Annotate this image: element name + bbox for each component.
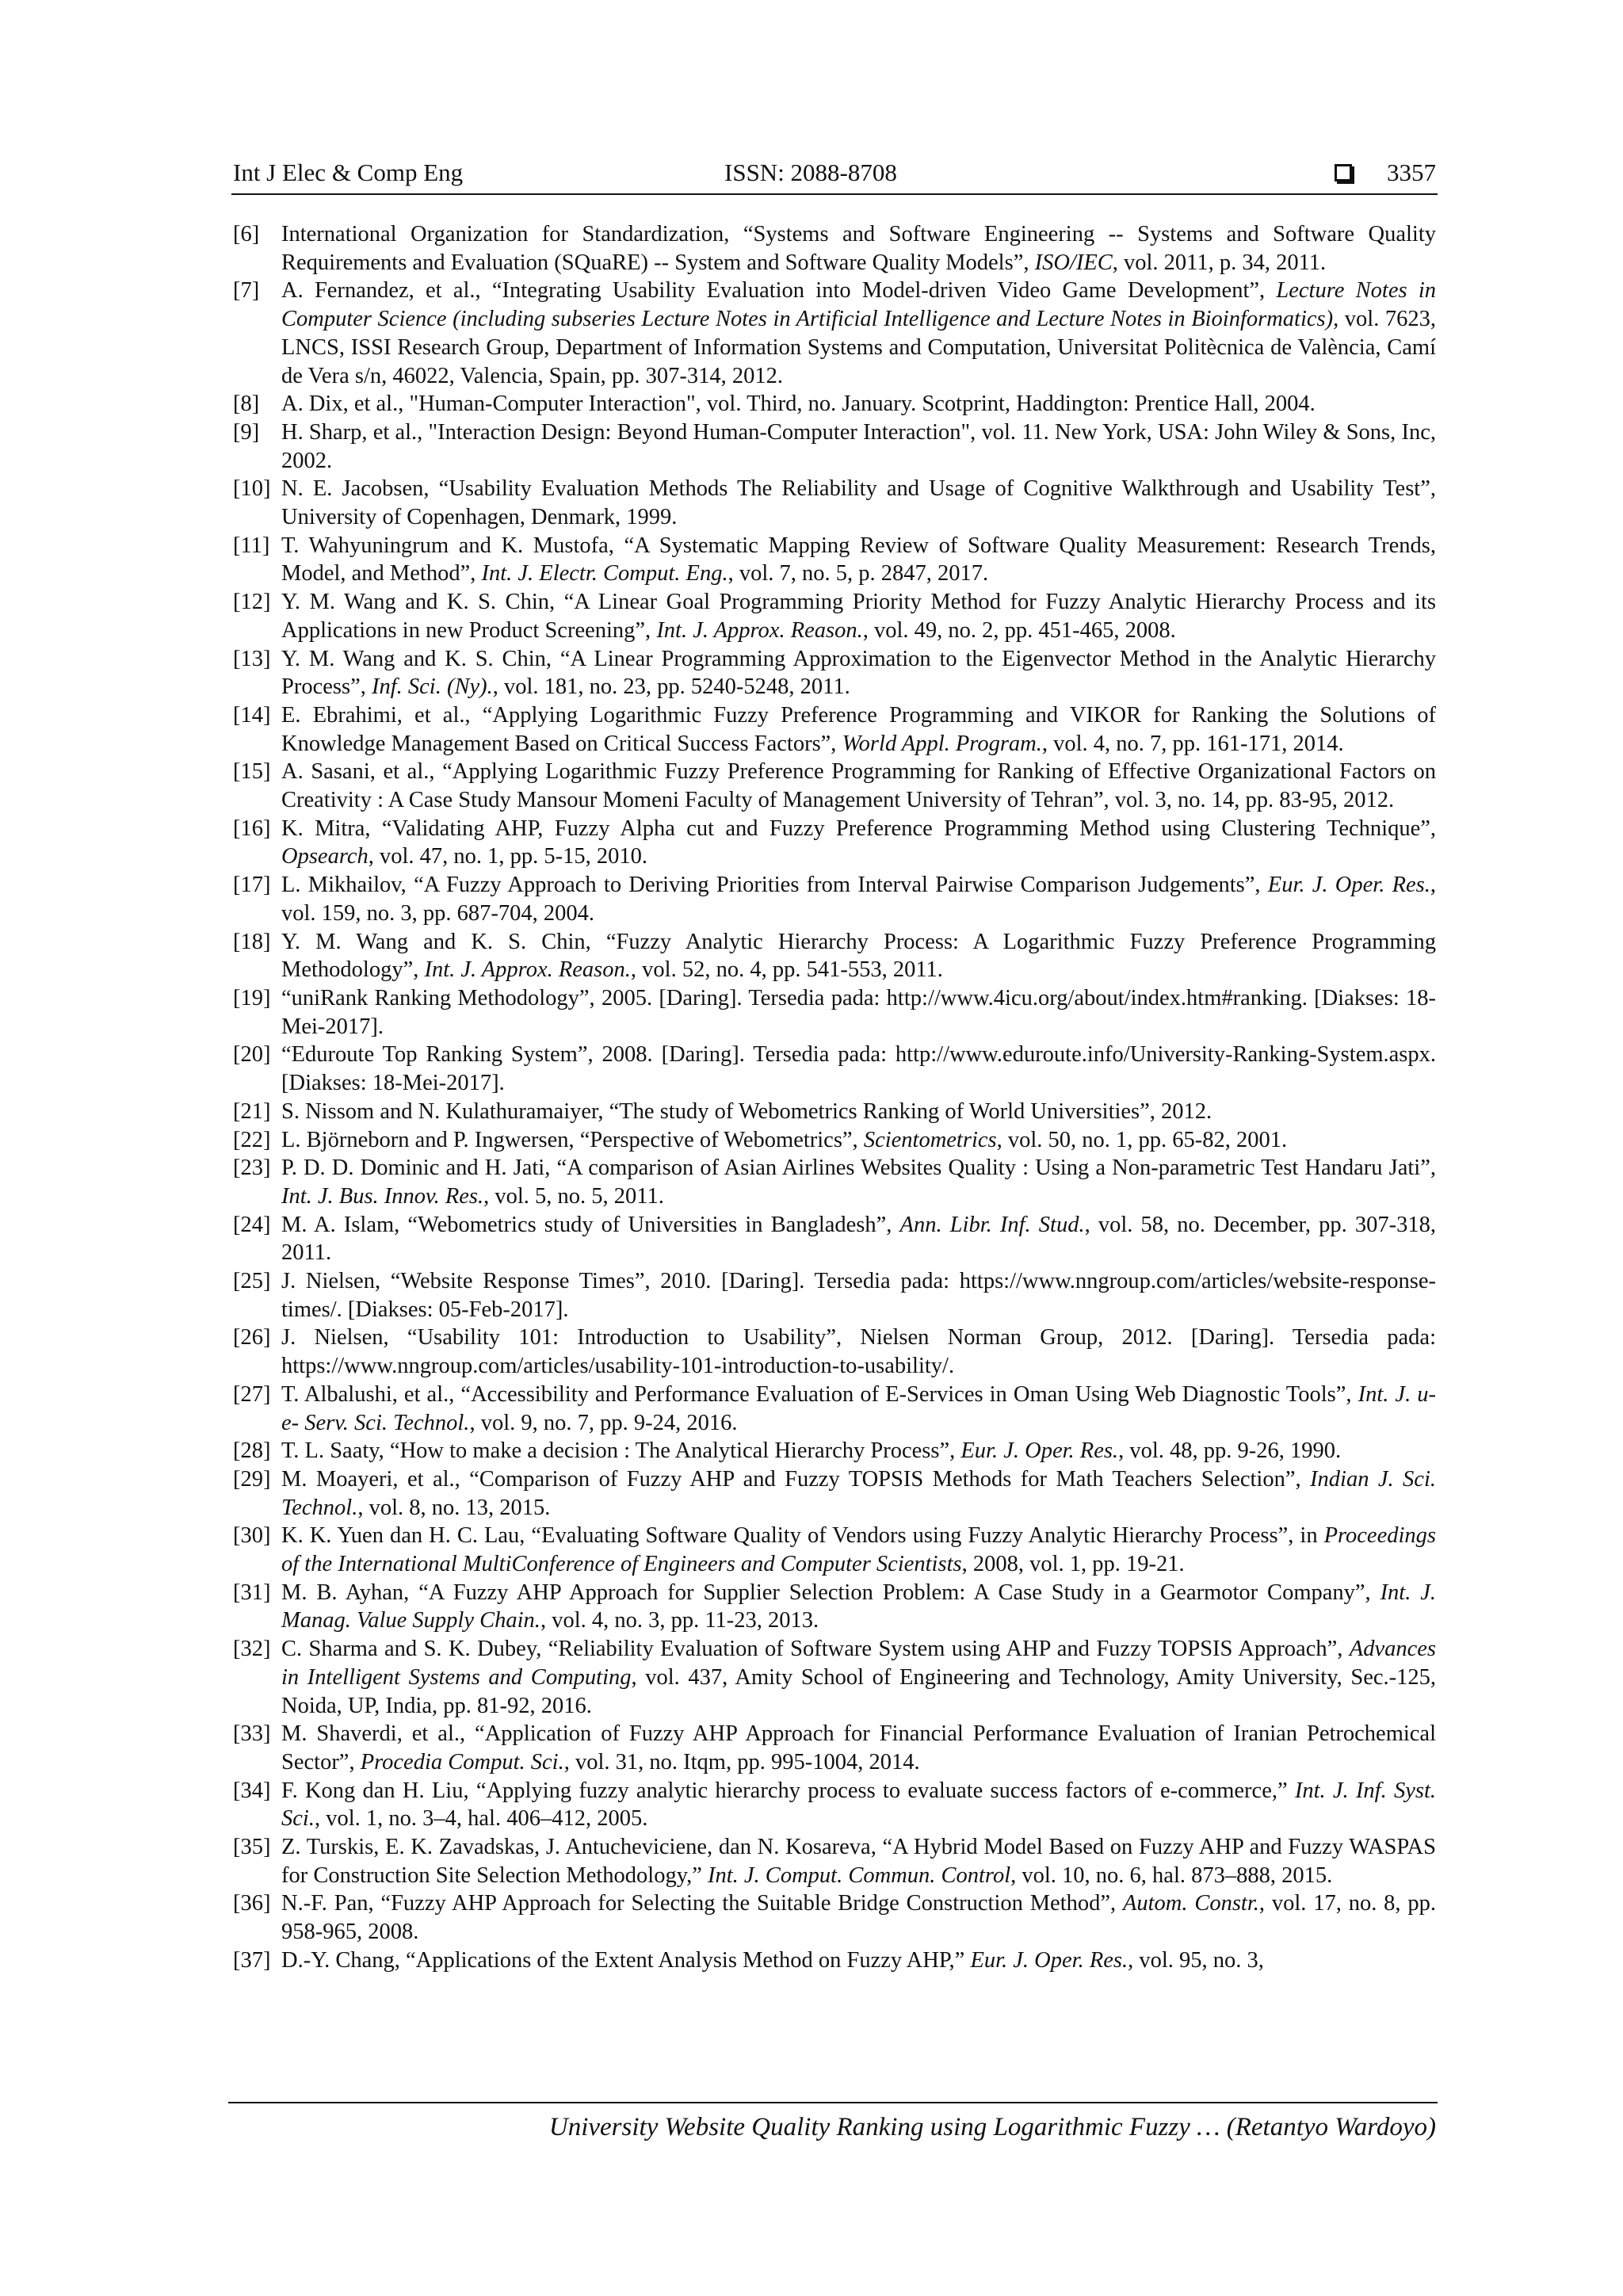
- reference-segment: F. Kong dan H. Liu, “Applying fuzzy analytic hierarchy process to evaluate success factors of e-commerce,”: [281, 1778, 1295, 1803]
- reference-segment: , vol. 5, no. 5, 2011.: [483, 1183, 664, 1209]
- reference-text: [281, 1522, 1436, 1578]
- reference-segment: L. Mikhailov, “A Fuzzy Approach to Deriving Priorities from Interval Pairwise Comparison Judgements”,: [281, 873, 1268, 898]
- reference-number: [17]: [233, 873, 271, 898]
- reference-source-italic: Proceedings of the International MultiConference of Engineers and Computer Scientists: [281, 1523, 1436, 1577]
- reference-segment: T. L. Saaty, “How to make a decision : The Analytical Hierarchy Process”,: [281, 1438, 961, 1464]
- reference-number: [27]: [233, 1381, 271, 1407]
- reference-source-italic: Int. J. Comput. Commun. Control: [708, 1862, 1011, 1888]
- reference-text: [281, 1579, 1436, 1635]
- reference-segment: H. Sharp, et al., "Interaction Design: Beyond Human-Computer Interaction", vol. 11. New York, USA: John Wiley & Sons, Inc, 2002.: [281, 419, 1436, 473]
- reference-segment: M. Shaverdi, et al., “Application of Fuzzy AHP Approach for Financial Performance Evaluation of Iranian Petrochemical Sector”,: [281, 1721, 1436, 1775]
- reference-text: [281, 532, 1436, 588]
- reference-segment: M. B. Ayhan, “A Fuzzy AHP Approach for Supplier Selection Problem: A Case Study in a Gearmotor Company”,: [281, 1580, 1381, 1605]
- reference-source-italic: Lecture Notes in Computer Science (including subseries Lecture Notes in Artificial Intelligence and Lecture Notes in Bioinformatics): [281, 278, 1436, 332]
- reference-number: [20]: [233, 1042, 271, 1068]
- reference-segment: , vol. 1, no. 3–4, hal. 406–412, 2005.: [314, 1806, 648, 1832]
- reference-segment: K. K. Yuen dan H. C. Lau, “Evaluating Software Quality of Vendors using Fuzzy Analytic Hierarchy Process”, in: [281, 1523, 1324, 1549]
- reference-text: [281, 1126, 1436, 1155]
- reference-source-italic: Eur. J. Oper. Res.: [1267, 873, 1430, 898]
- reference-segment: L. Björneborn and P. Ingwersen, “Perspective of Webometrics”,: [281, 1127, 864, 1152]
- reference-text: [281, 758, 1436, 814]
- reference-segment: , vol. 4, no. 3, pp. 11-23, 2013.: [540, 1608, 819, 1633]
- page-header: [233, 152, 1436, 193]
- reference-text: [281, 1833, 1436, 1889]
- reference-item: [233, 475, 1436, 531]
- reference-segment: , vol. 49, no. 2, pp. 451-465, 2008.: [862, 617, 1176, 643]
- running-footer: University Website Quality Ranking using Logarithmic Fuzzy … (Retantyo Wardoyo): [548, 2113, 1436, 2141]
- reference-segment: Z. Turskis, E. K. Zavadskas, J. Antucheviciene, dan N. Kosareva, “A Hybrid Model Based on Fuzzy AHP and Fuzzy WASPAS for Construction Site Selection Methodology,”: [281, 1835, 1436, 1888]
- reference-item: [233, 1267, 1436, 1324]
- reference-segment: , 2008, vol. 1, pp. 19-21.: [961, 1552, 1185, 1577]
- reference-number: [8]: [233, 392, 260, 417]
- reference-segment: D.-Y. Chang, “Applications of the Extent Analysis Method on Fuzzy AHP,”: [281, 1947, 971, 1973]
- reference-source-italic: Int. J. Electr. Comput. Eng.: [481, 561, 728, 586]
- reference-segment: , vol. 50, no. 1, pp. 65-82, 2001.: [996, 1127, 1288, 1152]
- reference-number: [19]: [233, 985, 271, 1010]
- reference-text: [281, 277, 1436, 390]
- reference-text: [281, 1777, 1436, 1833]
- reference-item: [233, 1126, 1436, 1155]
- reference-segment: Y. M. Wang and K. S. Chin, “Fuzzy Analytic Hierarchy Process: A Logarithmic Fuzzy Preference Programming Methodology”,: [281, 929, 1436, 983]
- reference-segment: , vol. 17, no. 8, pp. 958-965, 2008.: [281, 1891, 1436, 1945]
- reference-item: [233, 1777, 1436, 1833]
- reference-segment: Y. M. Wang and K. S. Chin, “A Linear Programming Approximation to the Eigenvector Method in the Analytic Hierarchy Process”,: [281, 646, 1436, 700]
- reference-text: [281, 984, 1436, 1041]
- reference-item: [233, 1946, 1436, 1975]
- reference-segment: J. Nielsen, “Website Response Times”, 2010. [Daring]. Tersedia pada: https://www.nngroup.com/articles/website-response-times/. [Diakses: 05-Feb-2017].: [281, 1269, 1436, 1322]
- reference-item: [233, 390, 1436, 418]
- reference-segment: C. Sharma and S. K. Dubey, “Reliability Evaluation of Software System using AHP and Fuzzy TOPSIS Approach”,: [281, 1637, 1350, 1662]
- reference-segment: M. A. Islam, “Webometrics study of Universities in Bangladesh”,: [281, 1212, 900, 1237]
- reference-source-italic: Eur. J. Oper. Res.: [970, 1947, 1128, 1973]
- reference-number: [28]: [233, 1438, 271, 1464]
- reference-number: [34]: [233, 1778, 271, 1803]
- reference-number: [36]: [233, 1891, 271, 1916]
- reference-number: [11]: [233, 533, 270, 558]
- reference-text: [281, 475, 1436, 531]
- reference-source-italic: Indian J. Sci. Technol.: [281, 1466, 1436, 1520]
- reference-number: [7]: [233, 278, 260, 304]
- reference-segment: , vol. 159, no. 3, pp. 687-704, 2004.: [281, 873, 1436, 926]
- reference-segment: , vol. 58, no. December, pp. 307-318, 2011.: [281, 1212, 1437, 1266]
- reference-item: [233, 928, 1436, 984]
- reference-text: [281, 1381, 1436, 1437]
- reference-text: [281, 1154, 1436, 1210]
- reference-source-italic: Int. J. Approx. Reason.: [424, 957, 631, 983]
- reference-item: [233, 1889, 1436, 1946]
- reference-segment: Y. M. Wang and K. S. Chin, “A Linear Goal Programming Priority Method for Fuzzy Analytic Hierarchy Process and its Applications in new Product Screening”,: [281, 590, 1436, 643]
- reference-item: [233, 1154, 1436, 1210]
- reference-segment: , vol. 7623, LNCS, ISSI Research Group, Department of Information Systems and Computation, Universitat Politècnica de València, Camí de Vera s/n, 46022, Valencia, Spain, pp. 307-314, 2012.: [281, 307, 1436, 388]
- footer-divider: [228, 2102, 1438, 2103]
- reference-item: [233, 1579, 1436, 1635]
- reference-text: [281, 588, 1436, 644]
- reference-source-italic: Int. J. Bus. Innov. Res.: [281, 1183, 484, 1209]
- reference-text: [281, 1465, 1436, 1522]
- reference-segment: N. E. Jacobsen, “Usability Evaluation Methods The Reliability and Usage of Cognitive Walkthrough and Usability Test”, University of Copenhagen, Denmark, 1999.: [281, 476, 1436, 530]
- reference-source-italic: Procedia Comput. Sci.: [360, 1749, 564, 1775]
- reference-item: [233, 1720, 1436, 1776]
- reference-item: [233, 1041, 1436, 1097]
- reference-segment: , vol. 47, no. 1, pp. 5-15, 2010.: [368, 844, 648, 869]
- reference-source-italic: Ann. Libr. Inf. Stud.: [899, 1212, 1085, 1237]
- reference-item: [233, 220, 1436, 277]
- reference-item: [233, 645, 1436, 701]
- reference-item: [233, 1833, 1436, 1889]
- reference-text: [281, 418, 1436, 475]
- reference-number: [14]: [233, 702, 271, 728]
- reference-item: [233, 277, 1436, 390]
- reference-number: [29]: [233, 1466, 271, 1492]
- checkbox-square-icon: [1335, 164, 1352, 181]
- reference-item: [233, 1324, 1436, 1380]
- reference-text: [281, 1324, 1436, 1380]
- reference-text: [281, 1267, 1436, 1324]
- reference-segment: , vol. 181, no. 23, pp. 5240-5248, 2011.: [492, 674, 850, 700]
- page-number: 3357: [1387, 159, 1436, 186]
- reference-text: [281, 1946, 1436, 1975]
- reference-number: [10]: [233, 476, 271, 502]
- reference-segment: , vol. 4, no. 7, pp. 161-171, 2014.: [1041, 731, 1344, 756]
- reference-segment: “uniRank Ranking Methodology”, 2005. [Daring]. Tersedia pada: http://www.4icu.org/about/index.htm#ranking. [Diakses: 18-Mei-2017].: [281, 985, 1436, 1039]
- reference-segment: N.-F. Pan, “Fuzzy AHP Approach for Selecting the Suitable Bridge Construction Method”,: [281, 1891, 1123, 1916]
- reference-text: [281, 1098, 1436, 1126]
- reference-source-italic: Inf. Sci. (Ny).: [371, 674, 493, 700]
- reference-source-italic: Opsearch: [281, 844, 369, 869]
- reference-number: [12]: [233, 590, 271, 615]
- reference-item: [233, 1381, 1436, 1437]
- reference-text: [281, 1437, 1436, 1465]
- reference-number: [32]: [233, 1637, 271, 1662]
- reference-source-italic: Scientometrics: [863, 1127, 997, 1152]
- reference-segment: , vol. 10, no. 6, hal. 873–888, 2015.: [1010, 1862, 1333, 1888]
- reference-segment: P. D. D. Dominic and H. Jati, “A comparison of Asian Airlines Websites Quality : Using a Non-parametric Test Handaru Jati”,: [281, 1156, 1436, 1181]
- reference-number: [15]: [233, 759, 271, 785]
- reference-text: [281, 815, 1436, 871]
- reference-text: [281, 871, 1436, 927]
- reference-segment: , vol. 2011, p. 34, 2011.: [1112, 250, 1327, 275]
- reference-number: [30]: [233, 1523, 271, 1549]
- reference-number: [25]: [233, 1269, 271, 1294]
- reference-number: [31]: [233, 1580, 271, 1605]
- reference-item: [233, 588, 1436, 644]
- reference-item: [233, 1098, 1436, 1126]
- reference-segment: , vol. 95, no. 3,: [1128, 1947, 1264, 1973]
- reference-segment: International Organization for Standardization, “Systems and Software Engineering -- Systems and Software Quality Requirements and Evaluation (SQuaRE) -- System and Software Quality Models”,: [281, 222, 1436, 275]
- reference-segment: , vol. 31, no. Itqm, pp. 995-1004, 2014.: [563, 1749, 920, 1775]
- reference-number: [33]: [233, 1721, 271, 1747]
- reference-number: [23]: [233, 1156, 271, 1181]
- reference-item: [233, 701, 1436, 758]
- reference-segment: A. Fernandez, et al., “Integrating Usability Evaluation into Model-driven Video Game Development”,: [281, 278, 1277, 304]
- reference-segment: , vol. 48, pp. 9-26, 1990.: [1118, 1438, 1342, 1464]
- reference-segment: A. Sasani, et al., “Applying Logarithmic Fuzzy Preference Programming for Ranking of Effective Organizational Factors on Creativity : A Case Study Mansour Momeni Faculty of Management University of Tehran”, vol. 3, no. 14, pp. 83-95, 2012.: [281, 759, 1436, 813]
- reference-segment: A. Dix, et al., "Human-Computer Interaction", vol. Third, no. January. Scotprint, Haddington: Prentice Hall, 2004.: [281, 392, 1316, 417]
- reference-segment: S. Nissom and N. Kulathuramaiyer, “The study of Webometrics Ranking of World Universities”, 2012.: [281, 1098, 1212, 1124]
- reference-item: [233, 1437, 1436, 1465]
- reference-list: [233, 220, 1436, 1975]
- reference-source-italic: Advances in Intelligent Systems and Computing: [281, 1637, 1436, 1690]
- reference-source-italic: Int. J. Inf. Syst. Sci.: [281, 1778, 1436, 1832]
- reference-segment: , vol. 9, no. 7, pp. 9-24, 2016.: [469, 1410, 738, 1435]
- reference-segment: , vol. 8, no. 13, 2015.: [357, 1495, 551, 1520]
- reference-item: [233, 418, 1436, 475]
- page-number-group: [1335, 152, 1436, 193]
- reference-segment: K. Mitra, “Validating AHP, Fuzzy Alpha cut and Fuzzy Preference Programming Method using Clustering Technique”,: [281, 816, 1436, 841]
- reference-text: [281, 390, 1436, 418]
- reference-source-italic: Int. J. Approx. Reason.: [656, 617, 863, 643]
- reference-segment: , vol. 52, no. 4, pp. 541-553, 2011.: [630, 957, 943, 983]
- reference-number: [16]: [233, 816, 271, 841]
- reference-text: [281, 701, 1436, 758]
- reference-text: [281, 220, 1436, 277]
- reference-segment: M. Moayeri, et al., “Comparison of Fuzzy AHP and Fuzzy TOPSIS Methods for Math Teachers Selection”,: [281, 1466, 1311, 1492]
- reference-number: [24]: [233, 1212, 271, 1237]
- reference-item: [233, 1211, 1436, 1267]
- reference-segment: T. Albalushi, et al., “Accessibility and Performance Evaluation of E-Services in Oman Using Web Diagnostic Tools”,: [281, 1381, 1358, 1407]
- reference-text: [281, 1720, 1436, 1776]
- reference-segment: T. Wahyuningrum and K. Mustofa, “A Systematic Mapping Review of Software Quality Measurement: Research Trends, Model, and Method”,: [281, 533, 1436, 586]
- issn: ISSN: 2088-8708: [724, 159, 897, 186]
- reference-text: [281, 928, 1436, 984]
- reference-number: [22]: [233, 1127, 271, 1152]
- reference-number: [35]: [233, 1835, 271, 1860]
- reference-item: [233, 1465, 1436, 1522]
- reference-item: [233, 871, 1436, 927]
- reference-text: [281, 1041, 1436, 1097]
- reference-item: [233, 532, 1436, 588]
- reference-item: [233, 758, 1436, 814]
- reference-segment: “Eduroute Top Ranking System”, 2008. [Daring]. Tersedia pada: http://www.eduroute.info/University-Ranking-System.aspx. [Diakses: 18-Mei-2017].: [281, 1042, 1436, 1096]
- reference-number: [18]: [233, 929, 271, 954]
- reference-item: [233, 984, 1436, 1041]
- reference-number: [6]: [233, 222, 260, 246]
- reference-number: [21]: [233, 1098, 271, 1124]
- reference-item: [233, 1522, 1436, 1578]
- reference-source-italic: Autom. Constr.: [1122, 1891, 1259, 1916]
- reference-segment: , vol. 7, no. 5, p. 2847, 2017.: [727, 561, 989, 586]
- reference-segment: E. Ebrahimi, et al., “Applying Logarithmic Fuzzy Preference Programming and VIKOR for Ranking the Solutions of Knowledge Management Based on Critical Success Factors”,: [281, 702, 1436, 756]
- reference-number: [13]: [233, 646, 271, 671]
- reference-text: [281, 1889, 1436, 1946]
- reference-source-italic: World Appl. Program.: [842, 731, 1042, 756]
- reference-text: [281, 1635, 1436, 1720]
- header-divider: [231, 193, 1438, 195]
- journal-name: Int J Elec & Comp Eng: [233, 159, 464, 186]
- reference-source-italic: Int. J. Manag. Value Supply Chain.: [281, 1580, 1437, 1633]
- reference-text: [281, 1211, 1436, 1267]
- reference-item: [233, 815, 1436, 871]
- reference-source-italic: Int. J. u- e- Serv. Sci. Technol.: [281, 1381, 1436, 1435]
- reference-text: [281, 645, 1436, 701]
- reference-item: [233, 1635, 1436, 1720]
- reference-number: [37]: [233, 1947, 271, 1973]
- reference-number: [26]: [233, 1325, 271, 1350]
- reference-number: [9]: [233, 419, 260, 445]
- reference-source-italic: Eur. J. Oper. Res.: [960, 1438, 1119, 1464]
- reference-segment: J. Nielsen, “Usability 101: Introduction to Usability”, Nielsen Norman Group, 2012. [Daring]. Tersedia pada: https://www.nngroup.com/articles/usability-101-introduction-to-usability/.: [281, 1325, 1436, 1379]
- reference-segment: , vol. 437, Amity School of Engineering and Technology, Amity University, Sec.-125, Noida, UP, India, pp. 81-92, 2016.: [281, 1664, 1436, 1718]
- reference-source-italic: ISO/IEC: [1034, 250, 1113, 275]
